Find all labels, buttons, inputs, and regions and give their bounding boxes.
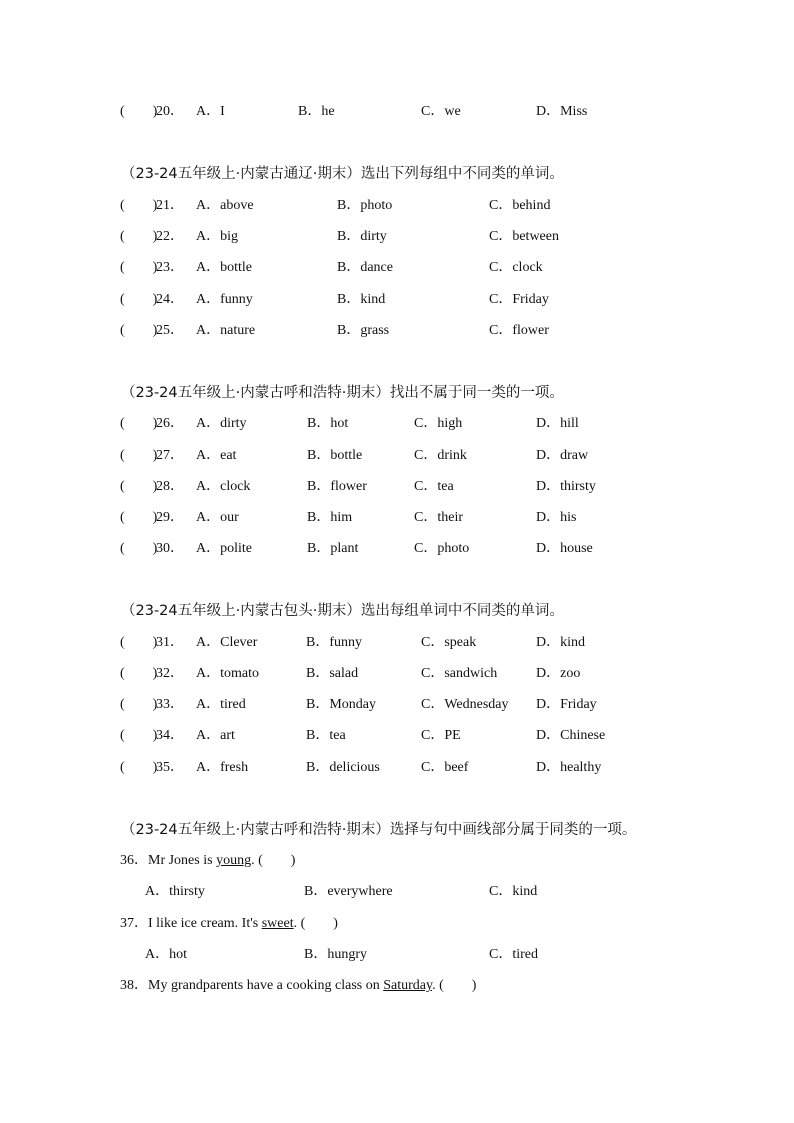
option-b: B．flower	[307, 479, 367, 494]
option-c: C．PE	[421, 728, 461, 743]
question-36-options	[0, 882, 794, 902]
question-sentence	[120, 976, 476, 996]
option-a: A．hot	[145, 947, 187, 962]
option-d: D．house	[536, 541, 593, 556]
question-number: 24．	[156, 292, 184, 307]
option-c: C．speak	[421, 635, 477, 650]
question-number: 30．	[156, 541, 184, 556]
question-number: 27．	[156, 448, 184, 463]
answer-bracket[interactable]: ( )	[120, 635, 158, 650]
option-c: C．beef	[421, 760, 469, 775]
option-c: C．tea	[414, 479, 454, 494]
question-number: 26．	[156, 416, 184, 431]
option-a: A．art	[196, 728, 235, 743]
option-d: D．his	[536, 510, 577, 525]
option-a: A．fresh	[196, 760, 249, 775]
sentence-text: 36．Mr Jones is	[120, 853, 217, 868]
option-c: C．flower	[489, 323, 549, 338]
option-b: B．hot	[307, 416, 349, 431]
option-b: B．grass	[337, 323, 390, 338]
option-a: A．I	[196, 104, 225, 119]
option-a: A．Clever	[196, 635, 258, 650]
question-number: 23．	[156, 260, 184, 275]
option-a: A．above	[196, 198, 254, 213]
option-b: B．dirty	[337, 229, 387, 244]
option-c: C．kind	[489, 884, 538, 899]
question-number: 35．	[156, 760, 184, 775]
underlined-word: young	[216, 853, 252, 868]
option-d: D．thirsty	[536, 479, 596, 494]
option-d: D．hill	[536, 416, 579, 431]
answer-bracket[interactable]: ( )	[120, 541, 158, 556]
option-c: C．Friday	[489, 292, 549, 307]
option-d: D．Miss	[536, 104, 588, 119]
answer-bracket[interactable]: ( )	[120, 198, 158, 213]
option-c: C．high	[414, 416, 463, 431]
answer-bracket[interactable]: ( )	[120, 760, 158, 775]
question-number: 32．	[156, 666, 184, 681]
question-number: 22．	[156, 229, 184, 244]
option-b: B．he	[298, 104, 335, 119]
question-34	[0, 726, 794, 746]
question-38	[0, 976, 794, 996]
question-number: 31．	[156, 635, 184, 650]
option-d: D．Friday	[536, 697, 597, 712]
option-b: B．hungry	[304, 947, 367, 962]
option-d: D．draw	[536, 448, 589, 463]
question-sentence	[120, 914, 338, 934]
underlined-word: Saturday	[383, 978, 433, 993]
option-b: B．photo	[337, 198, 393, 213]
option-b: B．Monday	[306, 697, 376, 712]
answer-bracket[interactable]: ( )	[120, 104, 158, 119]
answer-bracket[interactable]: ( )	[120, 416, 158, 431]
option-b: B．kind	[337, 292, 386, 307]
answer-bracket[interactable]: ( )	[120, 728, 158, 743]
option-a: A．tomato	[196, 666, 259, 681]
option-b: B．bottle	[307, 448, 363, 463]
answer-bracket[interactable]: . ( )	[432, 978, 477, 993]
question-37-options	[0, 945, 794, 965]
answer-bracket[interactable]: ( )	[120, 697, 158, 712]
sentence-text: 38．My grandparents have a cooking class on	[120, 978, 384, 993]
answer-bracket[interactable]: ( )	[120, 292, 158, 307]
question-31	[0, 633, 794, 653]
sentence-text: 37．I like ice cream. It's	[120, 916, 262, 931]
option-a: A．clock	[196, 479, 251, 494]
question-number: 34．	[156, 728, 184, 743]
question-27	[0, 446, 794, 466]
option-a: A．funny	[196, 292, 253, 307]
option-b: B．plant	[307, 541, 359, 556]
option-c: C．tired	[489, 947, 538, 962]
option-a: A．bottle	[196, 260, 252, 275]
question-32	[0, 664, 794, 684]
question-30	[0, 539, 794, 559]
question-35	[0, 758, 794, 778]
option-a: A．big	[196, 229, 238, 244]
question-21	[0, 196, 794, 216]
option-c: C．photo	[414, 541, 470, 556]
answer-bracket[interactable]: ( )	[120, 666, 158, 681]
answer-bracket[interactable]: . ( )	[293, 916, 338, 931]
question-20	[0, 102, 794, 122]
option-b: B．everywhere	[304, 884, 393, 899]
question-24	[0, 290, 794, 310]
answer-bracket[interactable]: ( )	[120, 229, 158, 244]
question-number: 33．	[156, 697, 184, 712]
option-b: B．him	[307, 510, 353, 525]
question-28	[0, 477, 794, 497]
answer-bracket[interactable]: ( )	[120, 448, 158, 463]
question-26	[0, 414, 794, 434]
answer-bracket[interactable]: ( )	[120, 479, 158, 494]
option-c: C．Wednesday	[421, 697, 509, 712]
option-d: D．zoo	[536, 666, 581, 681]
section-heading: （23-24五年级上·内蒙古通辽·期末）选出下列每组中不同类的单词。	[121, 166, 564, 182]
option-b: B．dance	[337, 260, 393, 275]
option-d: D．healthy	[536, 760, 602, 775]
option-b: B．salad	[306, 666, 359, 681]
answer-bracket[interactable]: ( )	[120, 323, 158, 338]
option-a: A．polite	[196, 541, 252, 556]
option-a: A．eat	[196, 448, 237, 463]
option-a: A．tired	[196, 697, 246, 712]
question-29	[0, 508, 794, 528]
question-number: 29．	[156, 510, 184, 525]
section-heading: （23-24五年级上·内蒙古包头·期末）选出每组单词中不同类的单词。	[121, 603, 564, 619]
question-36	[0, 851, 794, 871]
option-c: C．drink	[414, 448, 467, 463]
question-number: 25．	[156, 323, 184, 338]
option-c: C．clock	[489, 260, 543, 275]
underlined-word: sweet	[261, 916, 294, 931]
option-a: A．dirty	[196, 416, 247, 431]
question-25	[0, 321, 794, 341]
question-23	[0, 258, 794, 278]
question-number: 20．	[156, 104, 184, 119]
section-heading: （23-24五年级上·内蒙古呼和浩特·期末）找出不属于同一类的一项。	[121, 385, 564, 401]
answer-bracket[interactable]: ( )	[120, 260, 158, 275]
option-d: D．Chinese	[536, 728, 606, 743]
option-b: B．delicious	[306, 760, 380, 775]
option-d: D．kind	[536, 635, 585, 650]
option-c: C．their	[414, 510, 463, 525]
section-heading: （23-24五年级上·内蒙古呼和浩特·期末）选择与句中画线部分属于同类的一项。	[121, 822, 637, 838]
option-c: C．behind	[489, 198, 551, 213]
option-a: A．thirsty	[145, 884, 205, 899]
option-b: B．funny	[306, 635, 362, 650]
option-c: C．sandwich	[421, 666, 498, 681]
question-33	[0, 695, 794, 715]
question-number: 28．	[156, 479, 184, 494]
option-c: C．we	[421, 104, 461, 119]
option-a: A．our	[196, 510, 239, 525]
question-sentence	[120, 851, 295, 871]
option-b: B．tea	[306, 728, 346, 743]
option-c: C．between	[489, 229, 559, 244]
question-37	[0, 914, 794, 934]
question-22	[0, 227, 794, 247]
question-number: 21．	[156, 198, 184, 213]
option-a: A．nature	[196, 323, 256, 338]
answer-bracket[interactable]: . ( )	[251, 853, 296, 868]
answer-bracket[interactable]: ( )	[120, 510, 158, 525]
